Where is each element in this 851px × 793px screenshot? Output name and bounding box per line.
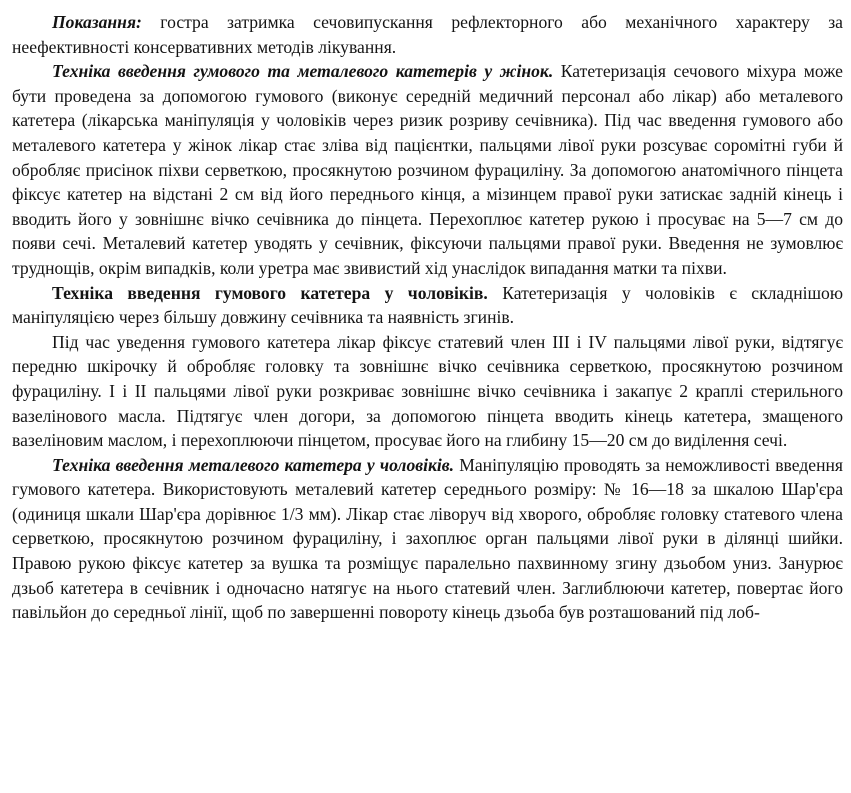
paragraph-text: Під час уведення гумового катетера лікар фіксує статевий член III і IV пальцями лівої руки, відтягує передню шкірочку й обробляє головку та зовнішнє вічко сечівника серветкою, просякнутою розчином фурациліну. I і II пальцями лівої руки розкриває зовнішнє вічко сечівника і закапує 2 краплі стерильного вазелінового масла. Підтягує член догори, за допомогою пінцета вводить кінець катетера, змащеного вазеліновим маслом, і перехоплюючи пінцетом, просуває його на глибину 15—20 см до виділення сечі. [12, 331, 843, 451]
paragraph-men-rubber-technique [12, 281, 843, 330]
paragraph-indications [12, 10, 843, 59]
paragraph-men-metal-technique [12, 453, 843, 625]
paragraph-women-technique [12, 59, 843, 280]
heading-indications: Показання: [52, 12, 142, 32]
heading-men-metal-technique: Техніка введення металевого катетера у чоловіків. [52, 454, 455, 475]
paragraph-text: Маніпуляцію проводять за неможливості введення гумового катетера. Використовують металевий катетер середнього розміру: № 16—18 за шкалою Шар'єра (одиниця шкали Шар'єра дорівнює 1/3 мм). Лікар стає ліворуч від хворого, обробляє головку статевого члена серветкою, просякнутою розчином фурациліну, і захоплює орган пальцями лівої руки в ділянці шийки. Правою рукою фіксує катетер за вушка та розміщує паралельно пахвинному згину дзьобом униз. Занурює дзьоб катетера в сечівник і одночасно натягує на нього статевий член. Заглиблюючи катетер, повертає його павільйон до середньої лінії, щоб по завершенні повороту кінець дзьоба був розташований під лоб- [12, 454, 844, 623]
heading-women-technique: Техніка введення гумового та металевого катетерів у жінок. [52, 61, 554, 82]
heading-men-rubber-technique: Техніка введення гумового катетера у чоловіків. [52, 282, 488, 303]
paragraph-text: Катетеризація у чоловіків є складнішою маніпуляцією через більшу довжину сечівника та наявність згинів. [12, 282, 843, 328]
paragraph-men-rubber-procedure [12, 330, 843, 453]
paragraph-text: Катетеризація сечового міхура може бути проведена за допомогою гумового (виконує середній медичний персонал або лікар) або металевого катетера (лікарська маніпуляція у чоловіків через ризик розриву сечівника). Під час введення гумового або металевого катетера у жінок лікар стає зліва від пацієнтки, пальцями лівої руки розсуває соромітні губи й обробляє присінок піхви серветкою, просякнутою розчином фурациліну. За допомогою анатомічного пінцета фіксує катетер на відстані 2 см від його переднього кінця, а мізинцем правої руки затискає задній кінець і вводить його у зовнішнє вічко сечівника до пінцета. Перехоплює катетер рукою і просуває на 5—7 см до появи сечі. Металевий катетер уводять у сечівник, фіксуючи пальцями правої руки. Введення не зумовлює труднощів, окрім випадків, коли уретра має звивистий хід унаслідок випадання матки та піхви. [12, 61, 843, 278]
paragraph-text: гостра затримка сечовипускання рефлекторного або механічного характеру за неефективності консервативних методів лікування. [12, 12, 843, 57]
